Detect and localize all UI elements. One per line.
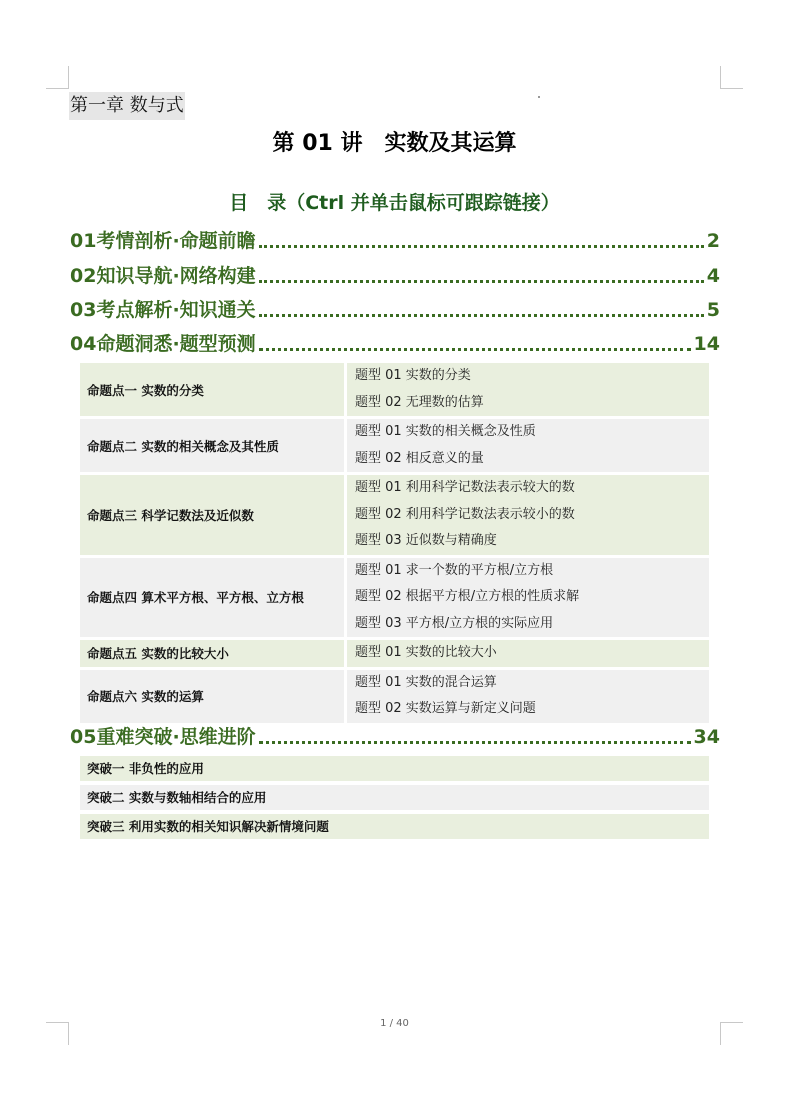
proposition-table [80, 363, 709, 726]
toc-page: 2 [706, 230, 720, 252]
toc-label: 01考情剖析·命题前瞻 [70, 230, 256, 252]
toc-label: 05重难突破·思维进阶 [70, 726, 256, 748]
toc-link-01[interactable] [70, 226, 720, 256]
type-link[interactable]: 题型 03 平方根/立方根的实际应用 [355, 615, 554, 631]
toc-page: 14 [693, 333, 720, 355]
crop-mark-top-left [46, 66, 69, 89]
toc-link-05[interactable] [70, 722, 720, 752]
proposition-link[interactable]: 命题点二 实数的相关概念及其性质 [80, 419, 344, 472]
type-link[interactable]: 题型 02 利用科学记数法表示较小的数 [355, 506, 575, 522]
type-list [347, 640, 709, 667]
table-row [80, 558, 709, 638]
type-link[interactable]: 题型 03 近似数与精确度 [355, 533, 497, 548]
type-list [347, 419, 709, 472]
breakthrough-table [80, 756, 709, 843]
type-link[interactable]: 题型 02 相反意义的量 [355, 450, 484, 466]
type-link[interactable]: 题型 02 无理数的估算 [355, 394, 484, 410]
toc-link-02[interactable] [70, 261, 720, 291]
dot-leader [259, 245, 704, 248]
type-link[interactable]: 题型 02 根据平方根/立方根的性质求解 [355, 589, 580, 604]
toc-page: 5 [706, 299, 720, 321]
toc-page: 34 [693, 726, 720, 748]
proposition-link[interactable]: 命题点三 科学记数法及近似数 [80, 475, 344, 555]
proposition-link[interactable]: 命题点一 实数的分类 [80, 363, 344, 416]
table-row [80, 670, 709, 723]
dot-leader [259, 314, 704, 317]
type-link[interactable]: 题型 01 实数的相关概念及性质 [355, 424, 536, 439]
toc-link-04[interactable] [70, 329, 720, 359]
proposition-link[interactable]: 命题点五 实数的比较大小 [80, 640, 344, 667]
chapter-label: 第一章 数与式 [69, 92, 185, 120]
table-row [80, 419, 709, 472]
toc-heading: 目 录（Ctrl 并单击鼠标可跟踪链接） [229, 192, 560, 214]
type-link[interactable]: 题型 01 实数的混合运算 [355, 674, 497, 690]
table-row [80, 475, 709, 555]
proposition-link[interactable]: 命题点四 算术平方根、平方根、立方根 [80, 558, 344, 638]
type-link[interactable]: 题型 01 实数的比较大小 [355, 645, 497, 660]
table-row [80, 640, 709, 667]
toc-page: 4 [706, 265, 720, 287]
type-link[interactable]: 题型 02 实数运算与新定义问题 [355, 701, 536, 716]
toc-label: 02知识导航·网络构建 [70, 265, 256, 287]
toc-label: 03考点解析·知识通关 [70, 299, 256, 321]
table-row [80, 363, 709, 416]
proposition-link[interactable]: 命题点六 实数的运算 [80, 670, 344, 723]
toc-link-03[interactable] [70, 295, 720, 325]
breakthrough-link[interactable]: 突破一 非负性的应用 [80, 756, 709, 781]
type-list [347, 670, 709, 723]
dot-leader [259, 741, 691, 744]
type-list [347, 363, 709, 416]
breakthrough-link[interactable]: 突破三 利用实数的相关知识解决新情境问题 [80, 814, 709, 839]
type-list [347, 475, 709, 555]
page-number: 1 / 40 [380, 1018, 409, 1029]
toc-label: 04命题洞悉·题型预测 [70, 333, 256, 355]
breakthrough-link[interactable]: 突破二 实数与数轴相结合的应用 [80, 785, 709, 810]
type-list [347, 558, 709, 638]
speck [538, 96, 540, 98]
crop-mark-top-right [720, 66, 743, 89]
page-title: 第 01 讲 实数及其运算 [272, 131, 517, 156]
type-link[interactable]: 题型 01 实数的分类 [355, 368, 471, 383]
dot-leader [259, 280, 704, 283]
type-link[interactable]: 题型 01 利用科学记数法表示较大的数 [355, 480, 575, 495]
dot-leader [259, 348, 691, 351]
type-link[interactable]: 题型 01 求一个数的平方根/立方根 [355, 562, 554, 578]
